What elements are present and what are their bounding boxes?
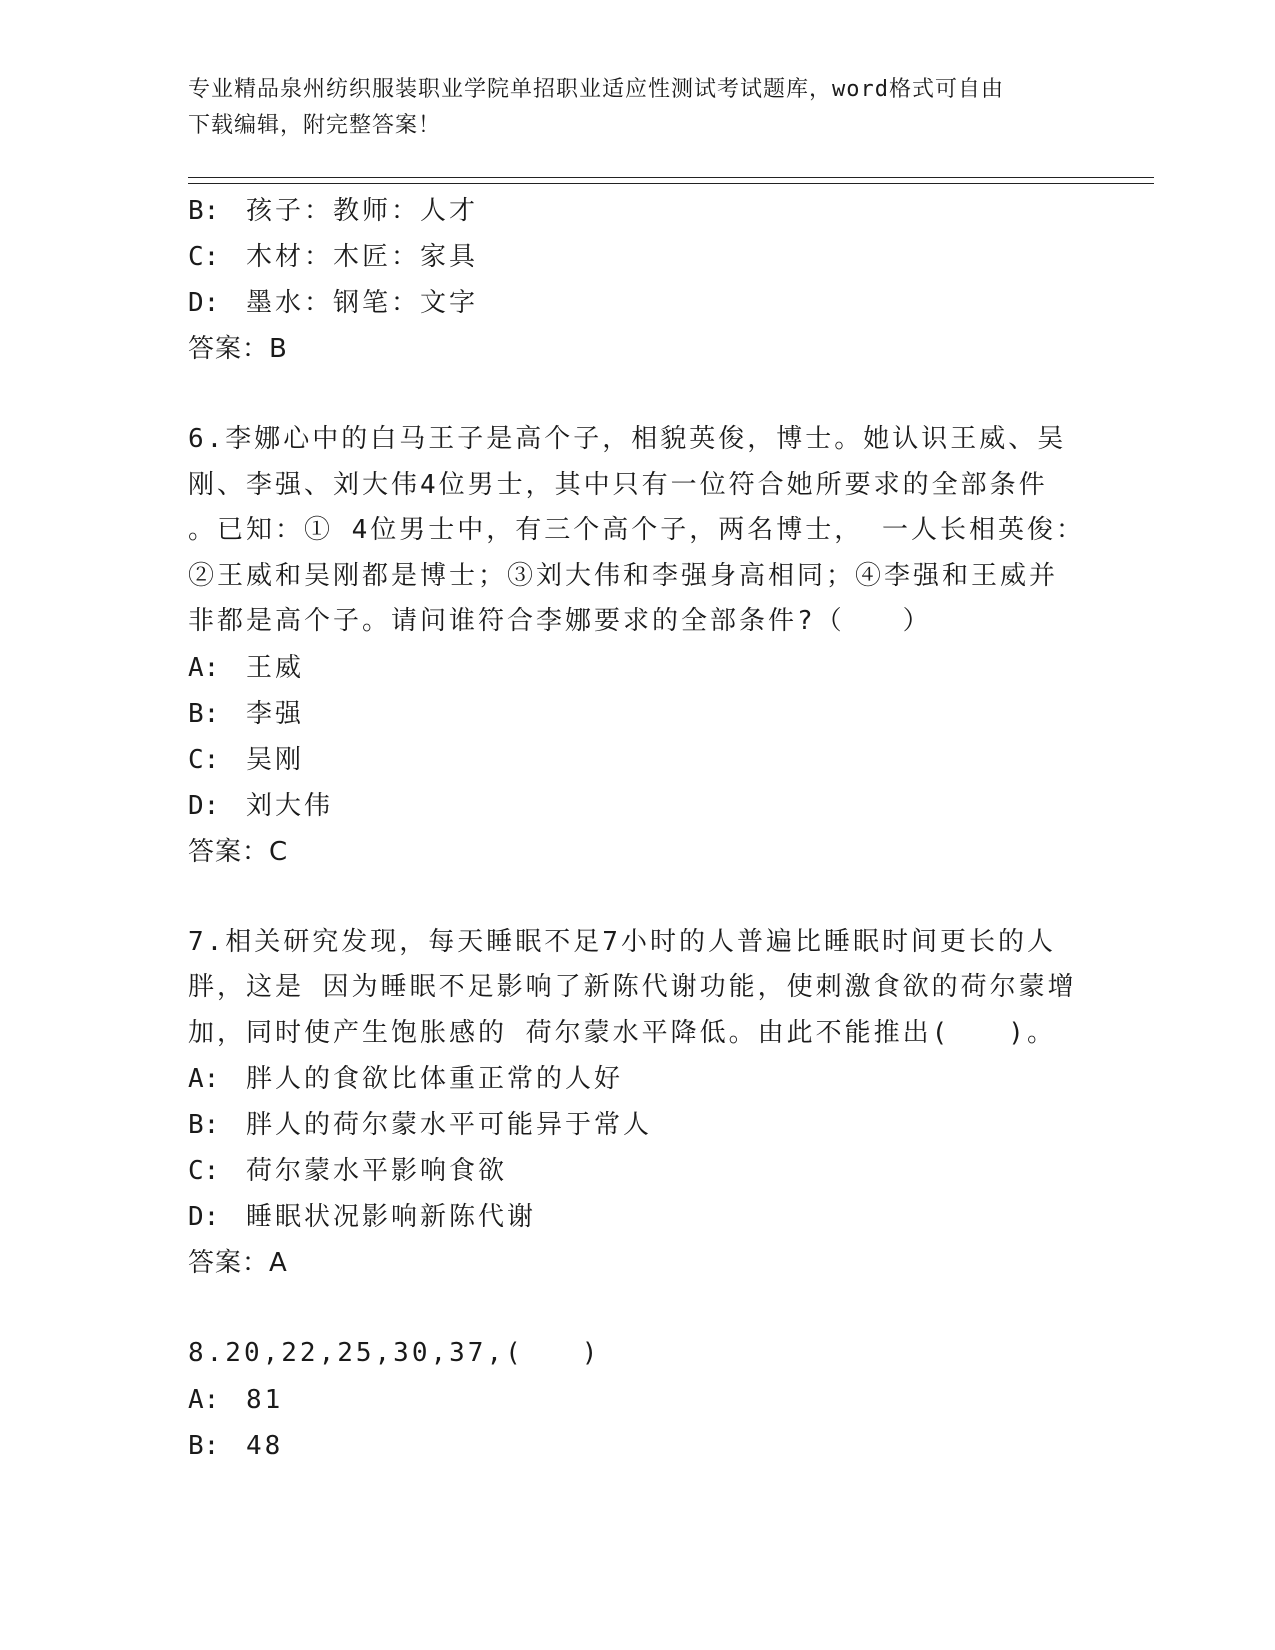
option-b: B: 48: [188, 1430, 284, 1461]
question-5: [188, 188, 1088, 372]
question-text-line: 刚、李强、刘大伟4位男士，其中只有一位符合她所要求的全部条件: [188, 469, 1048, 500]
question-text-line: 7.相关研究发现，每天睡眠不足7小时的人普遍比睡眠时间更长的人: [188, 926, 1056, 957]
option-c: C: 吴刚: [188, 744, 305, 775]
header-line-2: 下载编辑，附完整答案！: [188, 113, 442, 138]
option-d: D: 刘大伟: [188, 790, 334, 821]
question-text-line: 胖，这是 因为睡眠不足影响了新陈代谢功能，使刺激食欲的荷尔蒙增: [188, 972, 1077, 1002]
answer-line: 答案：C: [188, 836, 289, 867]
document-header: [188, 72, 1068, 144]
option-a: A: 王威: [188, 652, 305, 683]
option-d: D: 墨水：钢笔：文字: [188, 288, 479, 318]
question-text-line: 8.20,22,25,30,37,( ): [188, 1338, 601, 1368]
option-b: B: 李强: [188, 698, 305, 729]
option-b: B: 孩子：教师：人才: [188, 196, 479, 226]
option-c: C: 荷尔蒙水平影响食欲: [188, 1156, 508, 1186]
answer-line: 答案：A: [188, 1248, 288, 1278]
question-content: [188, 188, 1088, 1469]
question-text-line: 。已知：① 4位男士中，有三个高个子，两名博士， 一人长相英俊：: [188, 515, 1085, 545]
option-a: A: 81: [188, 1384, 284, 1415]
spacer: [188, 372, 1088, 417]
question-8: [188, 1331, 1088, 1469]
question-text-line: ②王威和吴刚都是博士；③刘大伟和李强身高相同；④李强和王威并: [188, 560, 1059, 591]
answer-line: 答案：B: [188, 334, 288, 364]
option-b: B: 胖人的荷尔蒙水平可能异于常人: [188, 1110, 653, 1140]
option-d: D: 睡眠状况影响新陈代谢: [188, 1202, 537, 1232]
question-text-line: 加，同时使产生饱胀感的 荷尔蒙水平降低。由此不能推出( )。: [188, 1017, 1056, 1048]
option-a: A: 胖人的食欲比体重正常的人好: [188, 1064, 624, 1094]
question-text-line: 6.李娜心中的白马王子是高个子，相貌英俊，博士。她认识王威、吴: [188, 424, 1067, 454]
question-text-line: 非都是高个子。请问谁符合李娜要求的全部条件?（ ）: [188, 606, 932, 636]
header-divider-top: [188, 177, 1154, 178]
question-7: [188, 920, 1088, 1287]
spacer: [188, 875, 1088, 920]
header-line-1: 专业精品泉州纺织服装职业学院单招职业适应性测试考试题库，word格式可自由: [188, 77, 1004, 102]
header-divider-bottom: [188, 183, 1154, 184]
question-6: [188, 417, 1088, 875]
spacer: [188, 1286, 1088, 1331]
option-c: C: 木材：木匠：家具: [188, 242, 479, 272]
